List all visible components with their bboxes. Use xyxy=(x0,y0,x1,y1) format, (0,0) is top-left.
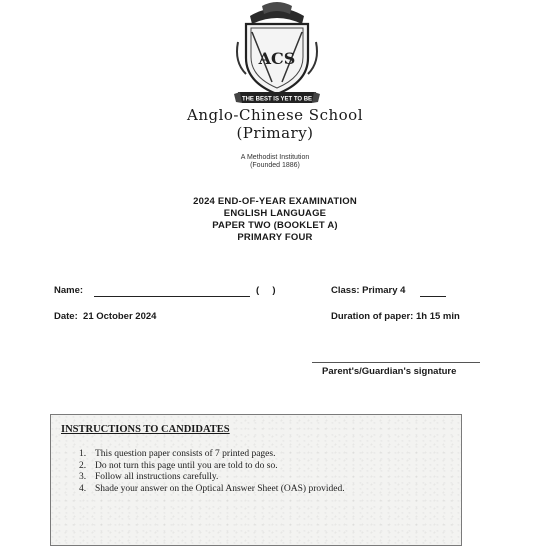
instruction-item: 1. This question paper consists of 7 printed pages. xyxy=(79,449,276,459)
instruction-item: 4. Shade your answer on the Optical Answer Sheet (OAS) provided. xyxy=(79,483,345,494)
school-tagline: A Methodist Institution xyxy=(240,154,310,161)
instruction-item: 3. Follow all instructions carefully. xyxy=(79,472,219,482)
instructions-title: INSTRUCTIONS TO CANDIDATES xyxy=(61,424,230,435)
school-founded: (Founded 1886) xyxy=(250,162,300,169)
signature-field[interactable] xyxy=(312,362,480,363)
name-field[interactable] xyxy=(94,296,250,297)
name-label: Name: xyxy=(54,285,84,296)
instruction-item: 2. Do not turn this page until you are told to do so. xyxy=(79,460,278,471)
school-name: Anglo-Chinese School xyxy=(186,106,363,124)
instructions-box xyxy=(50,414,462,546)
exam-title: 2024 END-OF-YEAR EXAMINATION xyxy=(193,196,357,207)
exam-paper: PAPER TWO (BOOKLET A) xyxy=(212,220,338,231)
exam-level: PRIMARY FOUR xyxy=(237,232,313,243)
exam-subject: ENGLISH LANGUAGE xyxy=(223,208,327,219)
instructions-list xyxy=(79,449,345,495)
crest-motto: THE BEST IS YET TO BE xyxy=(241,96,313,103)
school-crest-logo xyxy=(232,2,322,106)
date-label: Date: 21 October 2024 xyxy=(54,311,157,322)
signature-label: Parent's/Guardian's signature xyxy=(322,366,457,377)
school-section: (Primary) xyxy=(236,124,314,142)
register-number-field[interactable]: ( ) xyxy=(256,285,276,296)
class-field[interactable] xyxy=(420,296,446,297)
class-label: Class: Primary 4 xyxy=(331,285,406,296)
duration-label: Duration of paper: 1h 15 min xyxy=(331,311,460,322)
crest-monogram: ACS xyxy=(258,49,296,68)
